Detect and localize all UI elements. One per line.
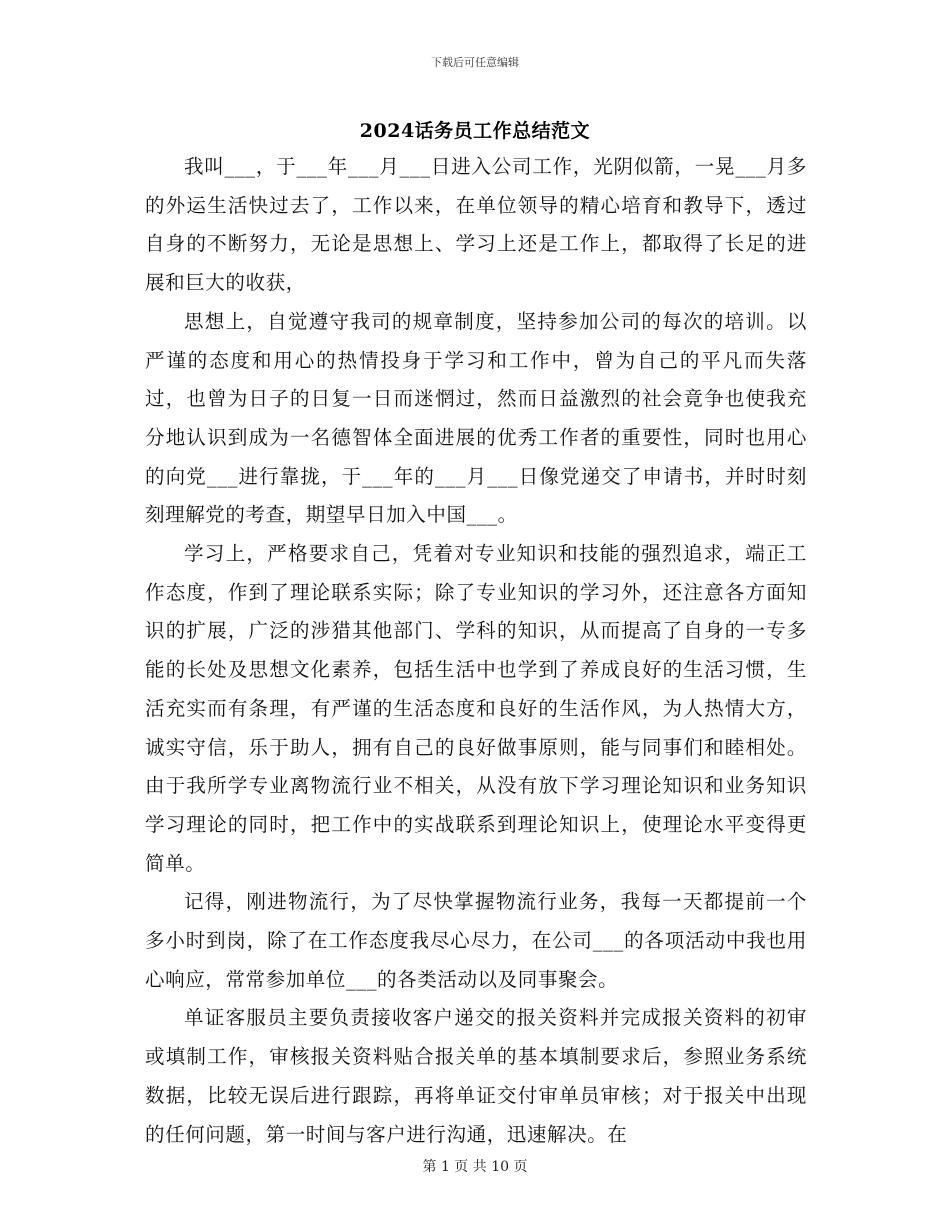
page-number: 第 1 页 共 10 页 [422, 1159, 528, 1175]
paragraph-memory: 记得，刚进物流行，为了尽快掌握物流行业务，我每一天都提前一个多小时到岗，除了在工作态度我尽心尽力，在公司___的各项活动中我也用心响应，常常参加单位___的各类活动以及同事聚会。 [145, 890, 807, 991]
paragraph-duties: 单证客服员主要负责接收客户递交的报关资料并完成报关资料的初审或填制工作，审核报关资料贴合报关单的基本填制要求后，参照业务系统数据，比较无误后进行跟踪，再将单证交付审单员审核；对于报关中出现的任何问题，第一时间与客户进行沟通，迅速解决。在 [145, 1006, 807, 1146]
page-header-note: 下载后可任意编辑 [431, 56, 519, 69]
paragraph-intro: 我叫___，于___年___月___日进入公司工作，光阴似箭，一晃___月多的外运生活快过去了，工作以来，在单位领导的精心培育和教导下，透过自身的不断努力，无论是思想上、学习上还是工作上，都取得了长足的进展和巨大的收获， [145, 155, 807, 295]
document-title: 2024话务员工作总结范文 [359, 120, 591, 142]
document-body [145, 148, 807, 1154]
paragraph-ideology: 思想上，自觉遵守我司的规章制度，坚持参加公司的每次的培训。以严谨的态度和用心的热情投身于学习和工作中，曾为自己的平凡而失落过，也曾为日子的日复一日而迷惘过，然而日益激烈的社会竟争也使我充分地认识到成为一名德智体全面进展的优秀工作者的重要性，同时也用心的向党___进行靠拢，于___年的___月___日像党递交了申请书，并时时刻刻理解党的考查，期望早日加入中国___。 [145, 309, 807, 527]
paragraph-study: 学习上，严格要求自己，凭着对专业知识和技能的强烈追求，端正工作态度，作到了理论联系实际；除了专业知识的学习外，还注意各方面知识的扩展，广泛的涉猎其他部门、学科的知识，从而提高了自身的一专多能的长处及思想文化素养，包括生活中也学到了养成良好的生活习惯，生活充实而有条理，有严谨的生活态度和良好的生活作风，为人热情大方，诚实守信，乐于助人，拥有自己的良好做事原则，能与同事们和睦相处。由于我所学专业离物流行业不相关，从没有放下学习理论知识和业务知识学习理论的同时，把工作中的实战联系到理论知识上，使理论水平变得更简单。 [145, 542, 807, 875]
